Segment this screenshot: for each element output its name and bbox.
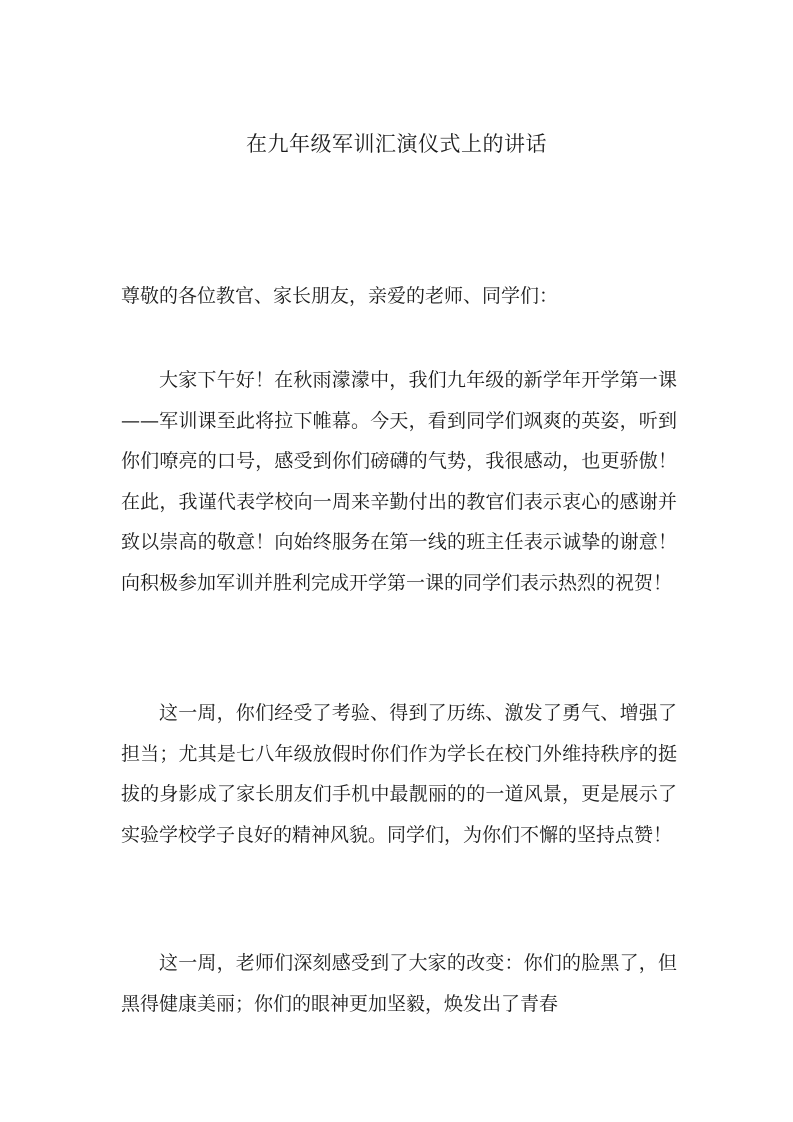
paragraph-3: 这一周，老师们深刻感受到了大家的改变：你们的脸黑了，但黑得健康美丽；你们的眼神更加坚毅，焕发出了青春: [121, 952, 677, 1015]
paragraph-1: 大家下午好！在秋雨濛濛中，我们九年级的新学年开学第一课——军训课至此将拉下帷幕。今天，看到同学们飒爽的英姿，听到你们嘹亮的口号，感受到你们磅礴的气势，我很感动，也更骄傲！在此，我谨代表学校向一周来辛勤付出的教官们表示衷心的感谢并致以崇高的敬意！向始终服务在第一线的班主任表示诚挚的谢意！向积极参加军训并胜利完成开学第一课的同学们表示热烈的祝贺！: [121, 369, 677, 594]
paragraph-2: 这一周，你们经受了考验、得到了历练、激发了勇气、增强了担当；尤其是七八年级放假时你们作为学长在校门外维持秩序的挺拔的身影成了家长朋友们手机中最靓丽的的一道风景，更是展示了实验学校学子良好的精神风貌。同学们，为你们不懈的坚持点赞！: [121, 702, 677, 846]
document-title: 在九年级军训汇演仪式上的讲话: [246, 132, 547, 156]
salutation: 尊敬的各位教官、家长朋友，亲爱的老师、同学们：: [121, 285, 559, 307]
